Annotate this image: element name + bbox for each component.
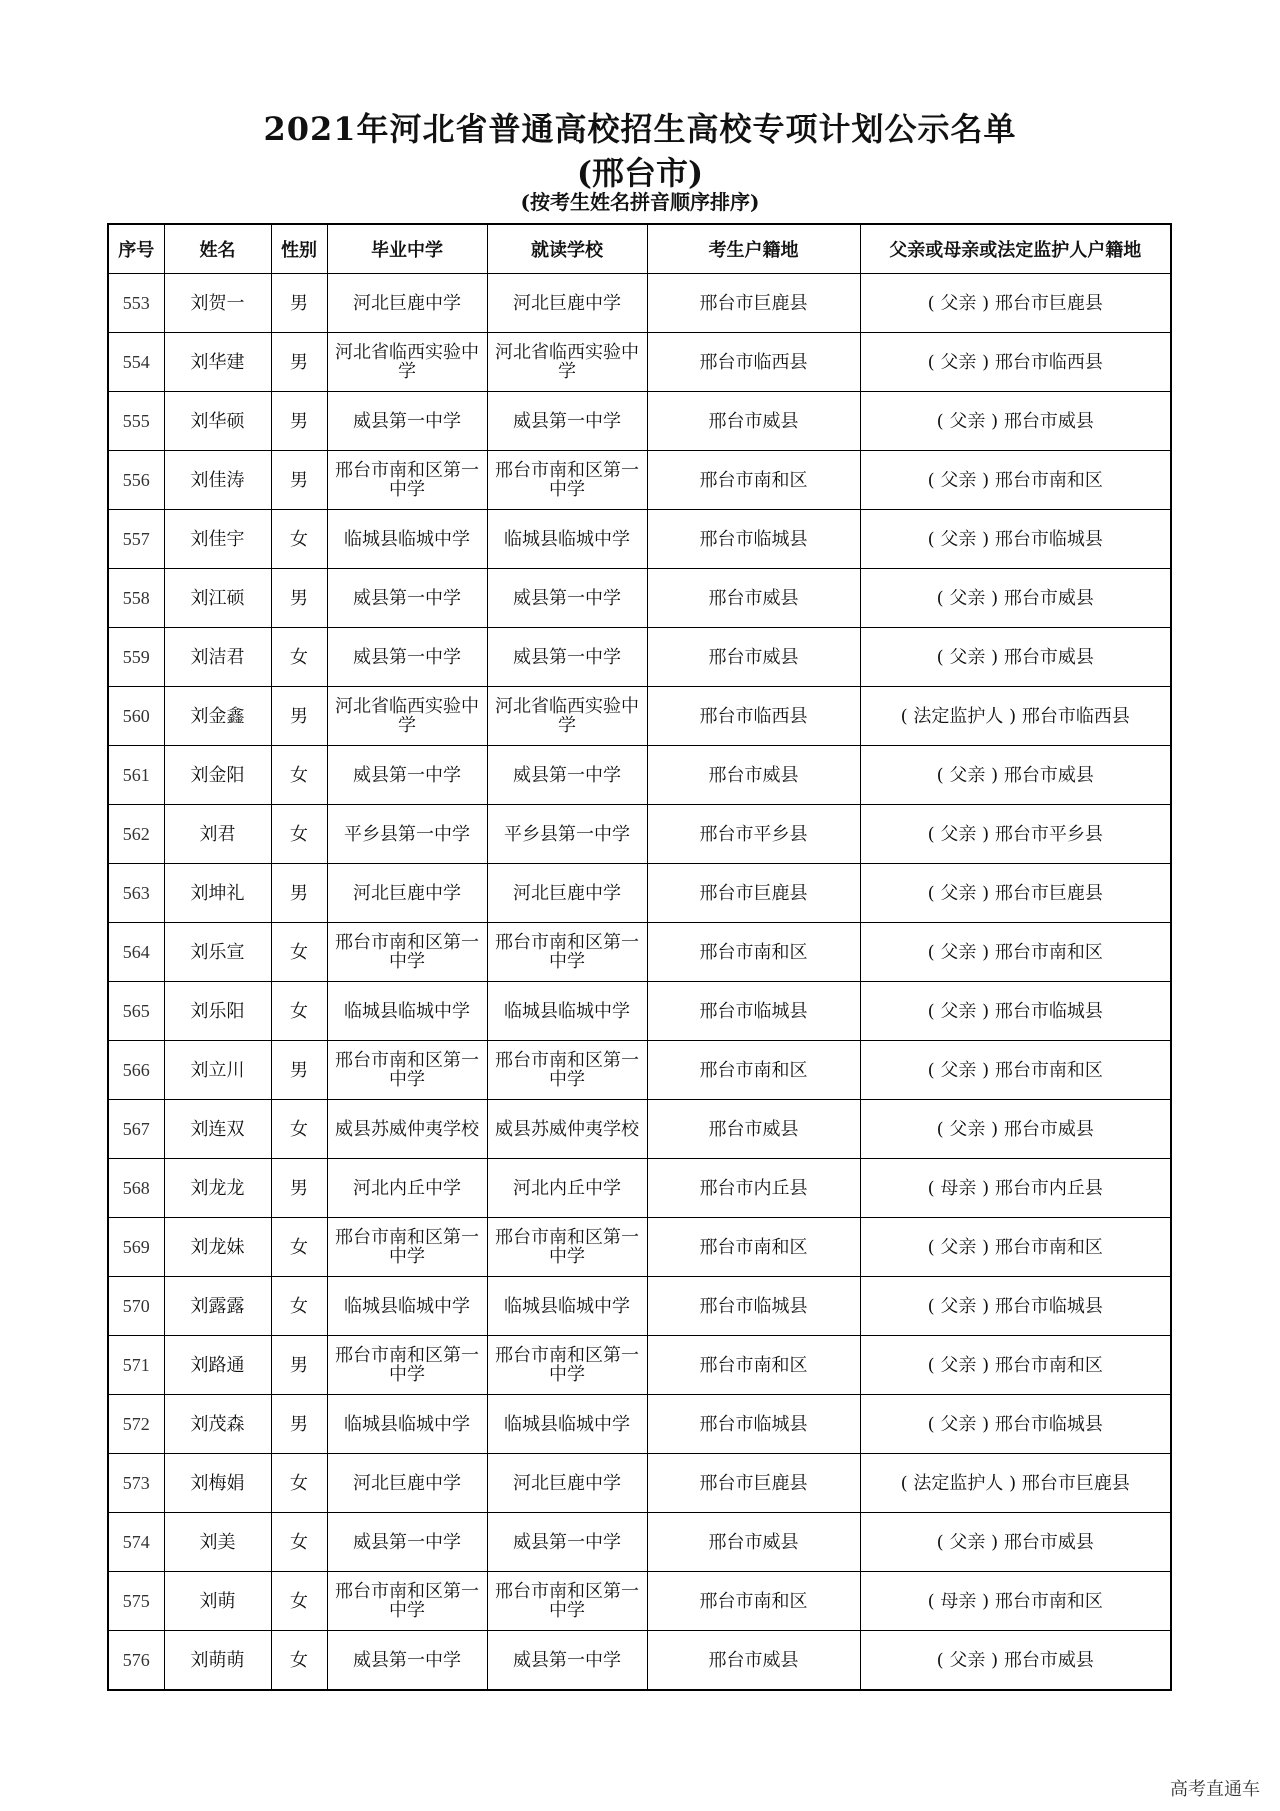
current-school-cell: 威县第一中学 <box>487 746 647 805</box>
household-cell: 邢台市巨鹿县 <box>647 1454 860 1513</box>
gender-cell: 女 <box>271 1100 327 1159</box>
name-cell: 刘美 <box>164 1513 271 1572</box>
name-cell: 刘萌 <box>164 1572 271 1631</box>
table-row <box>108 1100 1171 1159</box>
gender-cell: 女 <box>271 1513 327 1572</box>
guardian-household-cell: ( 父亲 ) 邢台市巨鹿县 <box>860 864 1171 923</box>
header-cell: 姓名 <box>164 224 271 274</box>
seq-cell: 556 <box>108 451 164 510</box>
sort-note: (按考生姓名拼音顺序排序) <box>520 190 760 214</box>
current-school-cell: 临城县临城中学 <box>487 510 647 569</box>
grad-school-cell: 临城县临城中学 <box>327 982 487 1041</box>
current-school-cell: 河北巨鹿中学 <box>487 864 647 923</box>
gender-cell: 女 <box>271 982 327 1041</box>
household-cell: 邢台市临城县 <box>647 1395 860 1454</box>
table-row <box>108 333 1171 392</box>
grad-school-cell: 威县第一中学 <box>327 392 487 451</box>
grad-school-cell: 邢台市南和区第一中学 <box>327 923 487 982</box>
table-row <box>108 1218 1171 1277</box>
household-cell: 邢台市南和区 <box>647 1218 860 1277</box>
name-cell: 刘路通 <box>164 1336 271 1395</box>
current-school-cell: 威县第一中学 <box>487 392 647 451</box>
table-row <box>108 392 1171 451</box>
grad-school-cell: 威县第一中学 <box>327 569 487 628</box>
household-cell: 邢台市威县 <box>647 628 860 687</box>
name-cell: 刘茂森 <box>164 1395 271 1454</box>
header-cell: 考生户籍地 <box>647 224 860 274</box>
seq-cell: 562 <box>108 805 164 864</box>
table-row <box>108 687 1171 746</box>
household-cell: 邢台市临城县 <box>647 510 860 569</box>
guardian-household-cell: ( 父亲 ) 邢台市临西县 <box>860 333 1171 392</box>
name-cell: 刘洁君 <box>164 628 271 687</box>
gender-cell: 男 <box>271 569 327 628</box>
name-cell: 刘露露 <box>164 1277 271 1336</box>
header-cell: 毕业中学 <box>327 224 487 274</box>
gender-cell: 女 <box>271 1572 327 1631</box>
guardian-household-cell: ( 父亲 ) 邢台市威县 <box>860 1513 1171 1572</box>
guardian-household-cell: ( 父亲 ) 邢台市临城县 <box>860 1277 1171 1336</box>
name-cell: 刘龙龙 <box>164 1159 271 1218</box>
household-cell: 邢台市临城县 <box>647 1277 860 1336</box>
seq-cell: 565 <box>108 982 164 1041</box>
gender-cell: 女 <box>271 923 327 982</box>
seq-cell: 572 <box>108 1395 164 1454</box>
grad-school-cell: 临城县临城中学 <box>327 1277 487 1336</box>
seq-cell: 569 <box>108 1218 164 1277</box>
current-school-cell: 威县第一中学 <box>487 1513 647 1572</box>
name-cell: 刘贺一 <box>164 274 271 333</box>
table-row <box>108 1395 1171 1454</box>
household-cell: 邢台市威县 <box>647 392 860 451</box>
name-cell: 刘君 <box>164 805 271 864</box>
seq-cell: 553 <box>108 274 164 333</box>
table-row <box>108 923 1171 982</box>
gender-cell: 男 <box>271 274 327 333</box>
seq-cell: 558 <box>108 569 164 628</box>
grad-school-cell: 威县第一中学 <box>327 1631 487 1691</box>
seq-cell: 560 <box>108 687 164 746</box>
current-school-cell: 邢台市南和区第一中学 <box>487 1572 647 1631</box>
document-title: 2021年河北省普通高校招生高校专项计划公示名单 <box>263 110 1017 148</box>
grad-school-cell: 威县第一中学 <box>327 1513 487 1572</box>
grad-school-cell: 邢台市南和区第一中学 <box>327 451 487 510</box>
gender-cell: 女 <box>271 1277 327 1336</box>
seq-cell: 576 <box>108 1631 164 1691</box>
household-cell: 邢台市巨鹿县 <box>647 274 860 333</box>
gender-cell: 女 <box>271 628 327 687</box>
name-cell: 刘连双 <box>164 1100 271 1159</box>
seq-cell: 574 <box>108 1513 164 1572</box>
seq-cell: 563 <box>108 864 164 923</box>
household-cell: 邢台市南和区 <box>647 1041 860 1100</box>
seq-cell: 575 <box>108 1572 164 1631</box>
gender-cell: 男 <box>271 392 327 451</box>
guardian-household-cell: ( 父亲 ) 邢台市威县 <box>860 746 1171 805</box>
guardian-household-cell: ( 父亲 ) 邢台市南和区 <box>860 1336 1171 1395</box>
name-cell: 刘坤礼 <box>164 864 271 923</box>
seq-cell: 561 <box>108 746 164 805</box>
table-row <box>108 1041 1171 1100</box>
grad-school-cell: 邢台市南和区第一中学 <box>327 1572 487 1631</box>
household-cell: 邢台市威县 <box>647 1631 860 1691</box>
grad-school-cell: 威县苏威仲夷学校 <box>327 1100 487 1159</box>
grad-school-cell: 河北巨鹿中学 <box>327 274 487 333</box>
name-cell: 刘华建 <box>164 333 271 392</box>
gender-cell: 男 <box>271 864 327 923</box>
table-row <box>108 982 1171 1041</box>
table-row <box>108 746 1171 805</box>
seq-cell: 567 <box>108 1100 164 1159</box>
grad-school-cell: 邢台市南和区第一中学 <box>327 1041 487 1100</box>
seq-cell: 570 <box>108 1277 164 1336</box>
guardian-household-cell: ( 父亲 ) 邢台市临城县 <box>860 1395 1171 1454</box>
table-row <box>108 1159 1171 1218</box>
seq-cell: 566 <box>108 1041 164 1100</box>
household-cell: 邢台市内丘县 <box>647 1159 860 1218</box>
household-cell: 邢台市威县 <box>647 1100 860 1159</box>
table-row <box>108 805 1171 864</box>
guardian-household-cell: ( 父亲 ) 邢台市威县 <box>860 569 1171 628</box>
table-row <box>108 1277 1171 1336</box>
guardian-household-cell: ( 父亲 ) 邢台市威县 <box>860 628 1171 687</box>
table-row <box>108 628 1171 687</box>
household-cell: 邢台市威县 <box>647 1513 860 1572</box>
guardian-household-cell: ( 法定监护人 ) 邢台市临西县 <box>860 687 1171 746</box>
grad-school-cell: 临城县临城中学 <box>327 1395 487 1454</box>
seq-cell: 564 <box>108 923 164 982</box>
grad-school-cell: 河北省临西实验中学 <box>327 333 487 392</box>
name-cell: 刘乐宣 <box>164 923 271 982</box>
table-header-row <box>108 224 1171 274</box>
gender-cell: 女 <box>271 1631 327 1691</box>
name-cell: 刘梅娟 <box>164 1454 271 1513</box>
table-row <box>108 451 1171 510</box>
table-row <box>108 274 1171 333</box>
table-row <box>108 1631 1171 1691</box>
household-cell: 邢台市南和区 <box>647 1572 860 1631</box>
guardian-household-cell: ( 父亲 ) 邢台市巨鹿县 <box>860 274 1171 333</box>
gender-cell: 男 <box>271 687 327 746</box>
table-body <box>108 274 1171 1691</box>
gender-cell: 男 <box>271 1041 327 1100</box>
household-cell: 邢台市威县 <box>647 746 860 805</box>
gender-cell: 女 <box>271 510 327 569</box>
grad-school-cell: 邢台市南和区第一中学 <box>327 1218 487 1277</box>
watermark-text: 高考直通车 <box>1170 1779 1260 1800</box>
current-school-cell: 临城县临城中学 <box>487 1395 647 1454</box>
table-row <box>108 1336 1171 1395</box>
grad-school-cell: 河北巨鹿中学 <box>327 864 487 923</box>
gender-cell: 男 <box>271 451 327 510</box>
seq-cell: 554 <box>108 333 164 392</box>
household-cell: 邢台市平乡县 <box>647 805 860 864</box>
current-school-cell: 威县第一中学 <box>487 569 647 628</box>
household-cell: 邢台市威县 <box>647 569 860 628</box>
grad-school-cell: 威县第一中学 <box>327 746 487 805</box>
current-school-cell: 邢台市南和区第一中学 <box>487 1218 647 1277</box>
current-school-cell: 邢台市南和区第一中学 <box>487 451 647 510</box>
guardian-household-cell: ( 父亲 ) 邢台市南和区 <box>860 923 1171 982</box>
household-cell: 邢台市南和区 <box>647 1336 860 1395</box>
household-cell: 邢台市巨鹿县 <box>647 864 860 923</box>
household-cell: 邢台市临西县 <box>647 333 860 392</box>
current-school-cell: 河北巨鹿中学 <box>487 274 647 333</box>
grad-school-cell: 河北省临西实验中学 <box>327 687 487 746</box>
current-school-cell: 威县苏威仲夷学校 <box>487 1100 647 1159</box>
table-row <box>108 864 1171 923</box>
grad-school-cell: 河北巨鹿中学 <box>327 1454 487 1513</box>
guardian-household-cell: ( 父亲 ) 邢台市南和区 <box>860 1041 1171 1100</box>
grad-school-cell: 平乡县第一中学 <box>327 805 487 864</box>
grad-school-cell: 邢台市南和区第一中学 <box>327 1336 487 1395</box>
seq-cell: 559 <box>108 628 164 687</box>
guardian-household-cell: ( 父亲 ) 邢台市平乡县 <box>860 805 1171 864</box>
current-school-cell: 平乡县第一中学 <box>487 805 647 864</box>
gender-cell: 男 <box>271 1395 327 1454</box>
gender-cell: 女 <box>271 746 327 805</box>
seq-cell: 571 <box>108 1336 164 1395</box>
roster-table <box>107 223 1172 1691</box>
name-cell: 刘佳宇 <box>164 510 271 569</box>
guardian-household-cell: ( 父亲 ) 邢台市临城县 <box>860 510 1171 569</box>
name-cell: 刘金阳 <box>164 746 271 805</box>
guardian-household-cell: ( 父亲 ) 邢台市南和区 <box>860 1218 1171 1277</box>
grad-school-cell: 临城县临城中学 <box>327 510 487 569</box>
current-school-cell: 河北内丘中学 <box>487 1159 647 1218</box>
guardian-household-cell: ( 母亲 ) 邢台市南和区 <box>860 1572 1171 1631</box>
name-cell: 刘萌萌 <box>164 1631 271 1691</box>
current-school-cell: 邢台市南和区第一中学 <box>487 1336 647 1395</box>
current-school-cell: 临城县临城中学 <box>487 982 647 1041</box>
name-cell: 刘立川 <box>164 1041 271 1100</box>
grad-school-cell: 威县第一中学 <box>327 628 487 687</box>
grad-school-cell: 河北内丘中学 <box>327 1159 487 1218</box>
guardian-household-cell: ( 父亲 ) 邢台市威县 <box>860 1631 1171 1691</box>
current-school-cell: 邢台市南和区第一中学 <box>487 1041 647 1100</box>
gender-cell: 男 <box>271 333 327 392</box>
household-cell: 邢台市临城县 <box>647 982 860 1041</box>
guardian-household-cell: ( 母亲 ) 邢台市内丘县 <box>860 1159 1171 1218</box>
gender-cell: 女 <box>271 805 327 864</box>
current-school-cell: 邢台市南和区第一中学 <box>487 923 647 982</box>
seq-cell: 555 <box>108 392 164 451</box>
seq-cell: 568 <box>108 1159 164 1218</box>
guardian-household-cell: ( 父亲 ) 邢台市临城县 <box>860 982 1171 1041</box>
name-cell: 刘金鑫 <box>164 687 271 746</box>
current-school-cell: 威县第一中学 <box>487 628 647 687</box>
household-cell: 邢台市临西县 <box>647 687 860 746</box>
name-cell: 刘江硕 <box>164 569 271 628</box>
current-school-cell: 河北巨鹿中学 <box>487 1454 647 1513</box>
guardian-household-cell: ( 父亲 ) 邢台市威县 <box>860 1100 1171 1159</box>
seq-cell: 573 <box>108 1454 164 1513</box>
name-cell: 刘佳涛 <box>164 451 271 510</box>
table-row <box>108 1513 1171 1572</box>
gender-cell: 男 <box>271 1159 327 1218</box>
name-cell: 刘乐阳 <box>164 982 271 1041</box>
current-school-cell: 河北省临西实验中学 <box>487 687 647 746</box>
gender-cell: 男 <box>271 1336 327 1395</box>
gender-cell: 女 <box>271 1454 327 1513</box>
name-cell: 刘龙妹 <box>164 1218 271 1277</box>
current-school-cell: 威县第一中学 <box>487 1631 647 1691</box>
table-row <box>108 569 1171 628</box>
header-cell: 性别 <box>271 224 327 274</box>
table-row <box>108 510 1171 569</box>
household-cell: 邢台市南和区 <box>647 923 860 982</box>
header-cell: 父亲或母亲或法定监护人户籍地 <box>860 224 1171 274</box>
gender-cell: 女 <box>271 1218 327 1277</box>
header-cell: 序号 <box>108 224 164 274</box>
guardian-household-cell: ( 父亲 ) 邢台市南和区 <box>860 451 1171 510</box>
document-subtitle: (邢台市) <box>576 154 704 192</box>
current-school-cell: 河北省临西实验中学 <box>487 333 647 392</box>
table-row <box>108 1454 1171 1513</box>
guardian-household-cell: ( 父亲 ) 邢台市威县 <box>860 392 1171 451</box>
header-cell: 就读学校 <box>487 224 647 274</box>
seq-cell: 557 <box>108 510 164 569</box>
current-school-cell: 临城县临城中学 <box>487 1277 647 1336</box>
guardian-household-cell: ( 法定监护人 ) 邢台市巨鹿县 <box>860 1454 1171 1513</box>
household-cell: 邢台市南和区 <box>647 451 860 510</box>
table-row <box>108 1572 1171 1631</box>
name-cell: 刘华硕 <box>164 392 271 451</box>
